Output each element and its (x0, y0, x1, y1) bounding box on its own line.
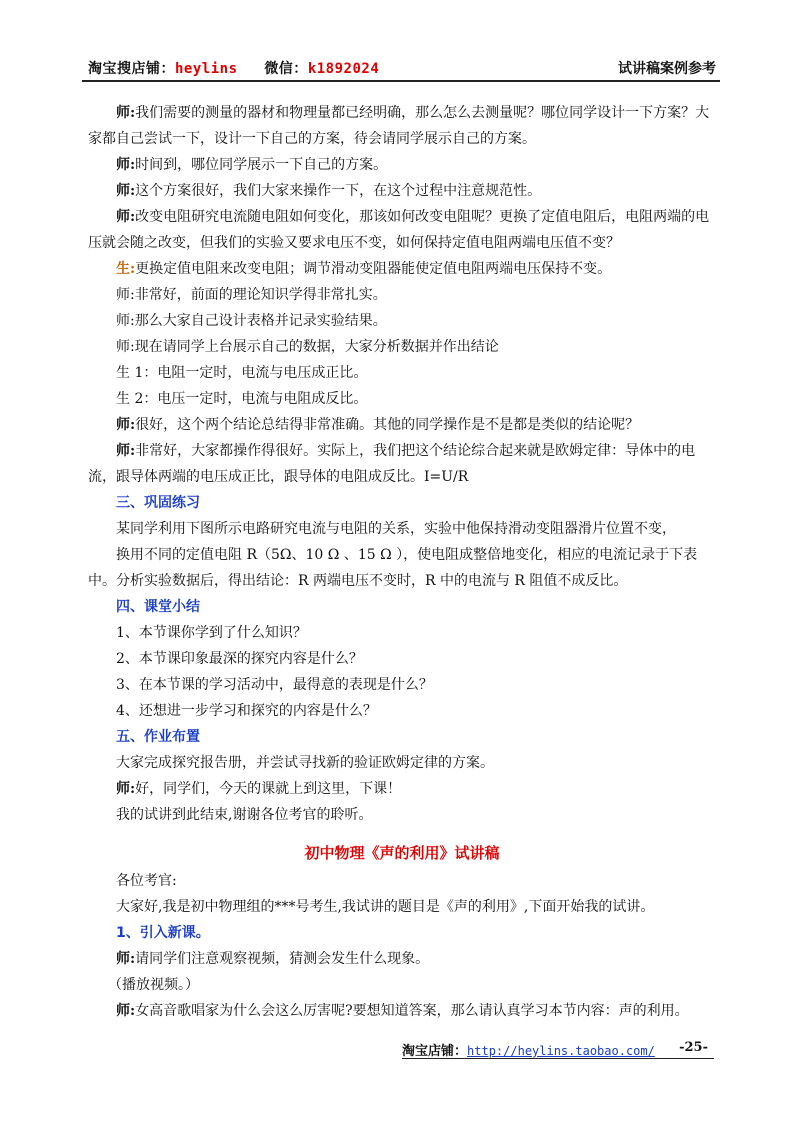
speaker-label: 师: (116, 157, 136, 173)
header-shop-info (88, 58, 379, 78)
paragraph: （播放视频。） (108, 977, 199, 993)
page-header (82, 56, 720, 82)
paragraph-text: 改变电阻研究电流随电阻如何变化，那该如何改变电阻呢？更换了定值电阻后，电阻两端的电压就会随之改变，但我们的实验又要求电压不变，如何保持定值电阻两端电压值不变？ (88, 209, 710, 251)
document-body (88, 100, 716, 1024)
speaker-label: 师: (116, 105, 136, 121)
wechat-label: 微信： (264, 61, 308, 77)
list-item: 2、本节课印象最深的探究内容是什么？ (116, 651, 363, 667)
header-title: 试讲稿案例参考 (618, 61, 716, 77)
section-heading: 四、课堂小结 (116, 599, 200, 615)
paragraph: 某同学利用下图所示电路研究电流与电阻的关系，实验中他保持滑动变阻器滑片位置不变， (116, 521, 676, 537)
student-label: 生: (116, 261, 136, 277)
paragraph-text: 我们需要的测量的器材和物理量都已经明确，那么怎么去测量呢？哪位同学设计一下方案？大家都自己尝试一下，设计一下自己的方案，待会请同学展示自己的方案。 (88, 105, 710, 147)
shop-name: heylins (175, 61, 238, 77)
lecture-title: 初中物理《声的利用》试讲稿 (304, 844, 500, 862)
wechat-id: k1892024 (307, 61, 380, 77)
paragraph: 生 1：电阻一定时，电流与电压成正比。 (116, 365, 368, 381)
speaker-label: 师: (116, 443, 136, 459)
list-item: 3、在本节课的学习活动中，最得意的表现是什么？ (116, 677, 433, 693)
paragraph (88, 178, 716, 204)
paragraph-text: 更换定值电阻来改变电阻；调节滑动变阻器能使定值电阻两端电压保持不变。 (135, 261, 612, 277)
paragraph (88, 946, 716, 972)
paragraph (88, 776, 716, 802)
speaker-label: 师: (116, 417, 136, 433)
footer-link[interactable]: http://heylins.taobao.com/ (467, 1044, 655, 1058)
paragraph (88, 152, 716, 178)
speaker-label: 师: (116, 951, 136, 967)
list-item: 1、本节课你学到了什么知识？ (116, 625, 307, 641)
paragraph: 换用不同的定值电阻 R（5Ω、10 Ω 、15 Ω ），使电阻成整倍地变化，相应的电流记录于下表中。分析实验数据后，得出结论：R 两端电压不变时，R 中的电流与 R 阻值不成反比。 (88, 547, 698, 589)
greeting: 各位考官: (116, 873, 177, 889)
footer-label: 淘宝店铺： (402, 1044, 468, 1059)
paragraph: 大家完成探究报告册，并尝试寻找新的验证欧姆定律的方案。 (116, 755, 494, 771)
paragraph: 师:现在请同学上台展示自己的数据，大家分析数据并作出结论 (116, 339, 499, 355)
paragraph-text: 这个方案很好，我们大家来操作一下，在这个过程中注意规范性。 (135, 183, 542, 199)
paragraph: 大家好,我是初中物理组的***号考生,我试讲的题目是《声的利用》,下面开始我的试讲。 (116, 899, 655, 915)
paragraph-text: 请同学们注意观察视频，猜测会发生什么现象。 (135, 951, 430, 967)
paragraph: 生 2：电压一定时，电流与电阻成反比。 (116, 391, 368, 407)
page-number: -25- (679, 1040, 708, 1055)
paragraph: 我的试讲到此结束,谢谢各位考官的聆听。 (116, 807, 373, 823)
paragraph: 师:那么大家自己设计表格并记录实验结果。 (116, 313, 387, 329)
paragraph (88, 204, 716, 256)
paragraph (88, 998, 716, 1024)
paragraph (88, 100, 716, 152)
speaker-label: 师: (116, 183, 136, 199)
paragraph-text: 女高音歌唱家为什么会这么厉害呢?要想知道答案，那么请认真学习本节内容：声的利用。 (135, 1003, 689, 1019)
paragraph-text: 很好，这个两个结论总结得非常准确。其他的同学操作是不是都是类似的结论呢？ (135, 417, 640, 433)
shop-label: 淘宝搜店铺： (88, 61, 175, 77)
section-heading: 五、作业布置 (116, 729, 200, 745)
section-heading: 1、引入新课。 (116, 925, 210, 941)
section-heading: 三、巩固练习 (116, 495, 200, 511)
paragraph: 师:非常好，前面的理论知识学得非常扎实。 (116, 287, 387, 303)
speaker-label: 师: (116, 1003, 136, 1019)
paragraph (88, 256, 716, 282)
speaker-label: 师: (116, 209, 136, 225)
list-item: 4、还想进一步学习和探究的内容是什么？ (116, 703, 377, 719)
paragraph-text: 好，同学们，今天的课就上到这里，下课！ (135, 781, 402, 797)
paragraph-text: 时间到，哪位同学展示一下自己的方案。 (135, 157, 388, 173)
speaker-label: 师: (116, 781, 136, 797)
paragraph (88, 412, 716, 438)
paragraph (88, 438, 716, 490)
page-footer (402, 1040, 714, 1059)
paragraph-text: 非常好，大家都操作得很好。实际上，我们把这个结论综合起来就是欧姆定律：导体中的电流，跟导体两端的电压成正比，跟导体的电阻成反比。I=U/R (88, 443, 696, 485)
